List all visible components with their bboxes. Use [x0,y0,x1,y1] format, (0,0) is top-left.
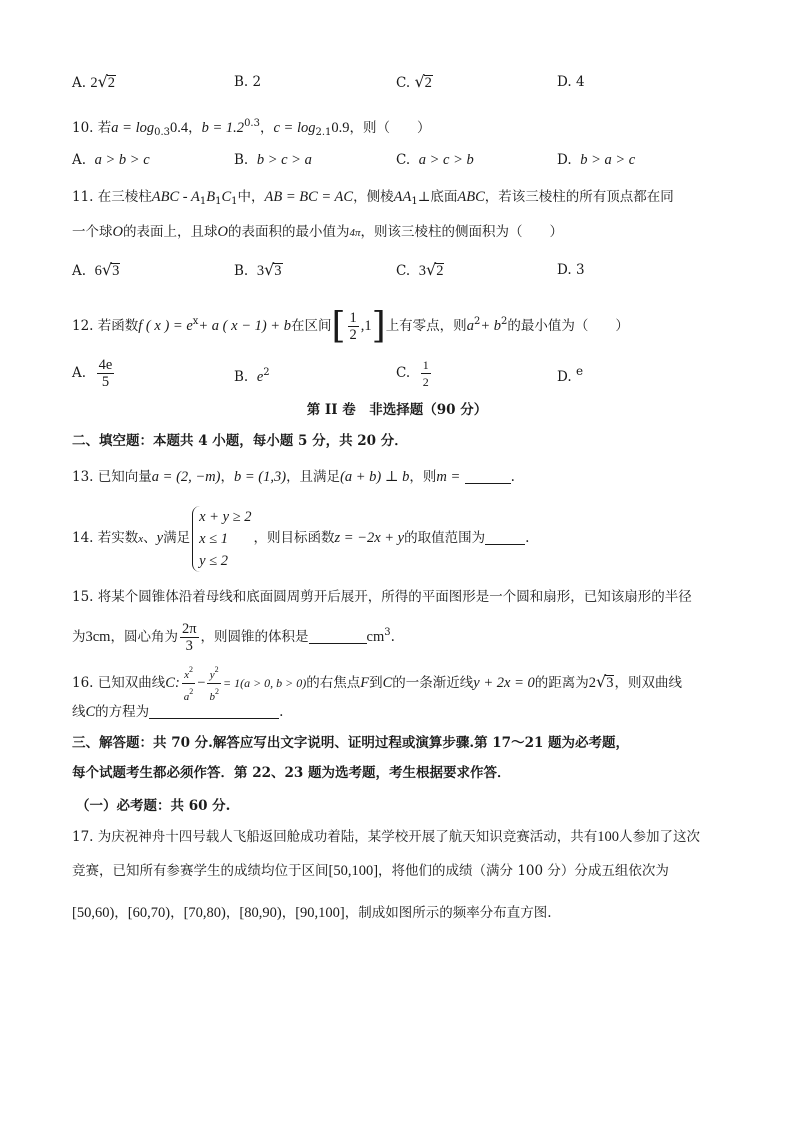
q12-option-a-num: 4e [98,357,113,373]
q9-option-c-label: C. [396,75,411,91]
q10-option-d-label: D. [557,152,572,168]
q16-curve-c: C [382,675,393,691]
q16-text: 的方程为 [95,704,150,720]
q11-text: ，侧棱 [353,189,394,205]
q9-option-b-value: 2 [252,74,262,90]
q11-text: 中， [237,189,265,205]
sqrt-symbol: √ [414,72,425,91]
q12-interval-fraction [348,310,359,343]
q12-text: 在区间 [290,318,332,334]
q13-text: 已知向量 [97,469,152,485]
q10-option-a [72,150,150,170]
q15-unit-exp: 3 [384,627,391,638]
q11-option-b-coef: 3 [256,263,265,279]
q11-prism-b: B [206,189,216,205]
q16-curve-c: C [85,704,96,720]
q16-asymptote: y + 2x = 0 [473,675,535,691]
q12-expr-a: a [466,318,474,334]
q11-option-d-label: D. [557,262,572,278]
q17-group-3: [70,80) [183,905,226,921]
q17-count: 100 [597,829,620,845]
sqrt-symbol: √ [425,260,437,279]
q17-separator: ， [114,905,128,921]
q16-x: x [184,669,189,681]
q16-a: a [183,691,190,703]
q13-text: ， [220,469,234,485]
q11-option-a-label: A. [72,263,87,279]
q10-option-b-value: b > c > a [256,152,312,168]
left-bracket: [ [331,305,346,347]
q17-separator: ， [170,905,184,921]
fill-in-heading: 二、填空题：本题共 4 小题，每小题 5 分，共 20 分． [72,433,408,449]
q9-option-d-value: 4 [575,74,585,90]
q12-option-c [396,356,433,390]
q11-option-a-radicand: 3 [112,263,120,279]
q11-sphere-o: O [217,224,228,240]
q12-option-b-value: e [256,369,264,385]
q10-c-base: 2.1 [315,127,332,138]
q16-distance-radicand: 3 [606,675,614,691]
q12-text: 上有零点，则 [385,318,467,334]
q16-answer-blank[interactable] [149,704,279,719]
q11-prism-c: C [221,189,232,205]
required-heading: （一）必考题：共 60 分. [76,798,231,814]
q16-stem-line1: 16. 已知双曲线C: $\frac{x^2}{a^2}$ − $\frac{y^2}{b^2}$ = 1(a > 0, b > 0)的右焦点F到C的一条渐近线y + 2x = 0的距离为2√3，则双曲线 [72,662,682,705]
q16-curve-c: C: [165,675,180,691]
q9-option-a-coef: 2 [90,75,98,91]
q10-option-c-value: a > c > b [418,152,474,168]
q16-number: 16. [72,675,94,691]
section-2-title: 第 II 卷 非选择题（90 分） [306,402,488,418]
q16-y-fraction: $\frac{y^2}{b^2}$ [207,662,221,705]
q13-condition: (a + b) ⊥ b [340,469,410,485]
q17-separator: ， [225,905,240,921]
q10-option-d [557,150,635,170]
q11-text: 的表面上，且球 [122,224,218,240]
q11-text: ，则该三棱柱的侧面积为（ ） [360,224,563,240]
q17-text: 为庆祝神舟十四号载人飞船返回舱成功着陆，某学校开展了航天知识竞赛活动，共有 [97,829,598,845]
q16-text: 的距离为 [534,675,589,691]
q13-number: 13. [72,469,94,485]
q11-number: 11. [72,189,94,205]
q10-option-b [234,150,312,170]
q17-range: [50,100] [328,863,379,879]
q11-prism: ABC - A [151,189,200,205]
q12-number: 12. [72,318,94,334]
q9-option-a-radicand: 2 [107,75,116,91]
q12-option-a-den: 5 [101,374,110,390]
q15-end: . [390,629,395,645]
q14-text: 若实数 [97,530,139,546]
q11-text: 在三棱柱 [97,189,152,205]
q17-separator: ， [281,905,296,921]
q17-stem-line3 [72,903,552,923]
q12-option-b-exp: 2 [263,367,270,378]
q14-constraint-2: x ≤ 1 [199,530,229,547]
q15-text: ，圆心角为 [110,629,178,645]
q10-option-a-value: a > b > c [94,152,150,168]
q16-text: 已知双曲线 [97,675,166,691]
q11-stem-line2 [72,222,563,243]
q13-text: ，则 [409,469,437,485]
q10-a: a = log [111,120,155,136]
q11-option-d-value: 3 [575,262,585,278]
q17-group-5: [90,100] [295,905,345,921]
sqrt-symbol: √ [596,672,607,691]
q12-option-d-value: e [575,364,584,378]
q16-end: . [279,704,284,720]
q17-stem-line2 [72,861,669,881]
q12-option-a-label: A. [72,365,87,381]
q16-focus: F [360,675,370,691]
q15-unit: cm [366,629,385,645]
q11-base: ABC [457,189,485,205]
q10-a-arg: 0.4 [170,120,189,136]
q12-interval-right: ,1 [360,318,372,334]
q12-option-a [72,356,116,390]
solve-heading-line2: 每个试题考生都必须作答．第 22、23 题为选考题，考生根据要求作答． [72,765,511,781]
q10-option-d-value: b > a > c [580,152,636,168]
sqrt-symbol: √ [101,260,113,279]
q11-option-c-coef: 3 [418,263,426,279]
q16-text: 的一条渐近线 [392,675,474,691]
q16-y: y [209,669,215,681]
q12-stem: 12. 若函数f ( x ) = $e^x+ a$ ( x − 1) + b在区间[ $\frac{1}{2}$ ,1]上有零点，则$a^2+ b^2$的最小值为（ ） [72,305,629,347]
q11-option-a-coef: 6 [94,263,102,279]
q14-constraint-system [192,506,251,572]
q15-stem-line1 [72,587,692,607]
q10-option-a-label: A. [72,152,87,168]
q10-c: c = log [273,120,316,136]
q11-option-b [234,260,283,281]
q15-angle-den: 3 [185,638,193,654]
q11-option-c-radicand: 2 [436,263,444,279]
q16-condition: = 1(a > 0, b > 0) [222,676,307,690]
q15-stem-line2 [72,616,395,654]
q14-constraint-1: x + y ≥ 2 [199,508,252,525]
q17-group-1: [50,60) [72,905,115,921]
q11-text: ⊥底面 [417,189,458,205]
q11-option-b-label: B. [234,263,249,279]
q13-vector-b: b = (1,3) [233,469,287,485]
q14-text: 、 [143,530,157,546]
q14-text: 满足 [163,530,191,546]
q10-option-c-label: C. [396,152,411,168]
q14-y: y [156,530,164,546]
q13-text: ，且满足 [286,469,341,485]
q15-text: 为 [72,629,86,645]
q12-interval-num: 1 [349,310,357,326]
q12-option-c-label: C. [396,365,411,381]
q9-option-c [396,72,433,93]
q10-stem: 10. 若$a = \log_{0.3}0.4$，$b = 1.2^{0.3}$，$c = \log_{2.1}0.9$，则（ ） [72,118,431,138]
q10-suffix: ，则（ ） [349,120,431,136]
q9-option-c-radicand: 2 [424,75,432,91]
q9-option-a [72,72,116,93]
q11-text: 一个球 [72,224,113,240]
q16-b: b [209,691,215,703]
q14-answer-blank[interactable] [485,530,525,545]
q17-group-2: [60,70) [127,905,171,921]
q10-b-exp: 0.3 [244,118,260,129]
q13-stem [72,467,515,487]
q17-text: ，将他们的成绩（满分 100 分）分成五组依次为 [378,863,669,879]
q10-option-b-label: B. [234,152,249,168]
q12-option-d [557,361,583,387]
q11-option-c-label: C. [396,263,411,279]
q14-objective: z = −2x + y [334,530,405,546]
q16-stem-line2 [72,702,283,722]
q11-min-area: 4π [349,227,361,239]
q11-option-d [557,260,585,280]
q12-text: 若函数 [97,318,139,334]
solve-heading-line1: 三、解答题：共 70 分.解答应写出文字说明、证明过程或演算步骤.第 17～21 题为必考题， [72,735,630,751]
q10-c-arg: 0.9 [331,120,350,136]
right-bracket: ] [371,305,386,347]
q11-option-b-radicand: 3 [274,263,282,279]
q12-function-exp: x [192,316,199,327]
q11-edge: AA [393,189,412,205]
q10-a-base: 0.3 [154,127,171,138]
q12-option-c-fraction [421,357,431,390]
q10-option-c [396,150,474,170]
q12-text: 的最小值为（ ） [507,318,629,334]
q16-text: 到 [369,675,383,691]
q11-text: ，若该三棱柱的所有顶点都在同 [484,189,674,205]
q14-number: 14. [72,530,94,546]
q16-text: ，则双曲线 [614,675,682,691]
q11-text: 的表面积的最小值为 [227,224,350,240]
q17-stem-line1 [72,827,700,847]
q11-option-a [72,260,120,281]
q15-text: 将某个圆锥体沿着母线和底面圆周剪开后展开，所得的平面图形是一个圆和扇形，已知该扇形的半径 [97,589,692,605]
q17-text: ，制成如图所示的频率分布直方图. [344,905,552,921]
q12-interval-den: 2 [349,327,357,343]
q16-distance-coef: 2 [588,675,596,691]
q12-option-c-den: 2 [422,375,429,389]
q13-end: . [510,469,515,485]
q12-expr-b: + b [480,318,501,334]
q12-function: f ( x ) = e [138,318,193,334]
q14-stem [72,503,529,574]
q13-vector-a: a = (2, −m) [151,469,221,485]
q11-option-c [396,260,444,281]
q16-x-fraction: $\frac{x^2}{a^2}$ [182,662,196,705]
q11-sphere-o: O [112,224,123,240]
q10-b: b = 1.2 [201,120,245,136]
q15-number: 15. [72,589,94,605]
q11-stem-line1: 11. 在三棱柱ABC - $A_1B_1C_1$中，AB = BC = AC，侧棱$AA_1\perp$底面ABC，若该三棱柱的所有顶点都在同 [72,189,674,207]
q12-function-rest: + a ( x − 1) + b [198,318,291,334]
q14-end: . [525,530,530,546]
q9-option-a-label: A. [72,75,87,91]
q15-angle-fraction [180,621,199,654]
q10-prefix: 若 [97,120,112,136]
q14-x: x [138,533,144,545]
sqrt-symbol: √ [264,260,275,279]
q12-option-b-label: B. [234,369,249,385]
q11-equal-sides: AB = BC = AC [264,189,354,205]
q9-option-d-label: D. [557,74,572,90]
q15-angle-num: 2π [181,621,197,637]
q10-number: 10. [72,120,94,136]
q12-option-c-num: 1 [422,358,429,372]
q13-answer-blank[interactable] [465,469,511,484]
q14-text: 的取值范围为 [404,530,486,546]
q16-text: 的右焦点 [306,675,361,691]
q14-constraint-3: y ≤ 2 [199,552,229,569]
q12-option-d-label: D. [557,369,572,385]
q17-text: 人参加了这次 [619,829,701,845]
q17-group-4: [80,90) [239,905,282,921]
q16-text: 线 [72,704,86,720]
q9-option-b-label: B. [234,74,249,90]
q17-text: 竞赛，已知所有参赛学生的成绩均位于区间 [72,863,329,879]
sqrt-symbol: √ [97,72,108,91]
q15-answer-blank[interactable] [309,629,367,644]
q15-text: ，则圆锥的体积是 [200,629,309,645]
q13-m: m = [436,469,461,485]
q12-option-b [234,363,270,387]
q12-option-a-fraction [97,357,115,390]
q17-number: 17. [72,829,94,845]
q14-text: ，则目标函数 [253,530,335,546]
q9-option-b [234,72,261,92]
q15-radius: 3cm [85,629,111,645]
q9-option-d [557,72,585,92]
